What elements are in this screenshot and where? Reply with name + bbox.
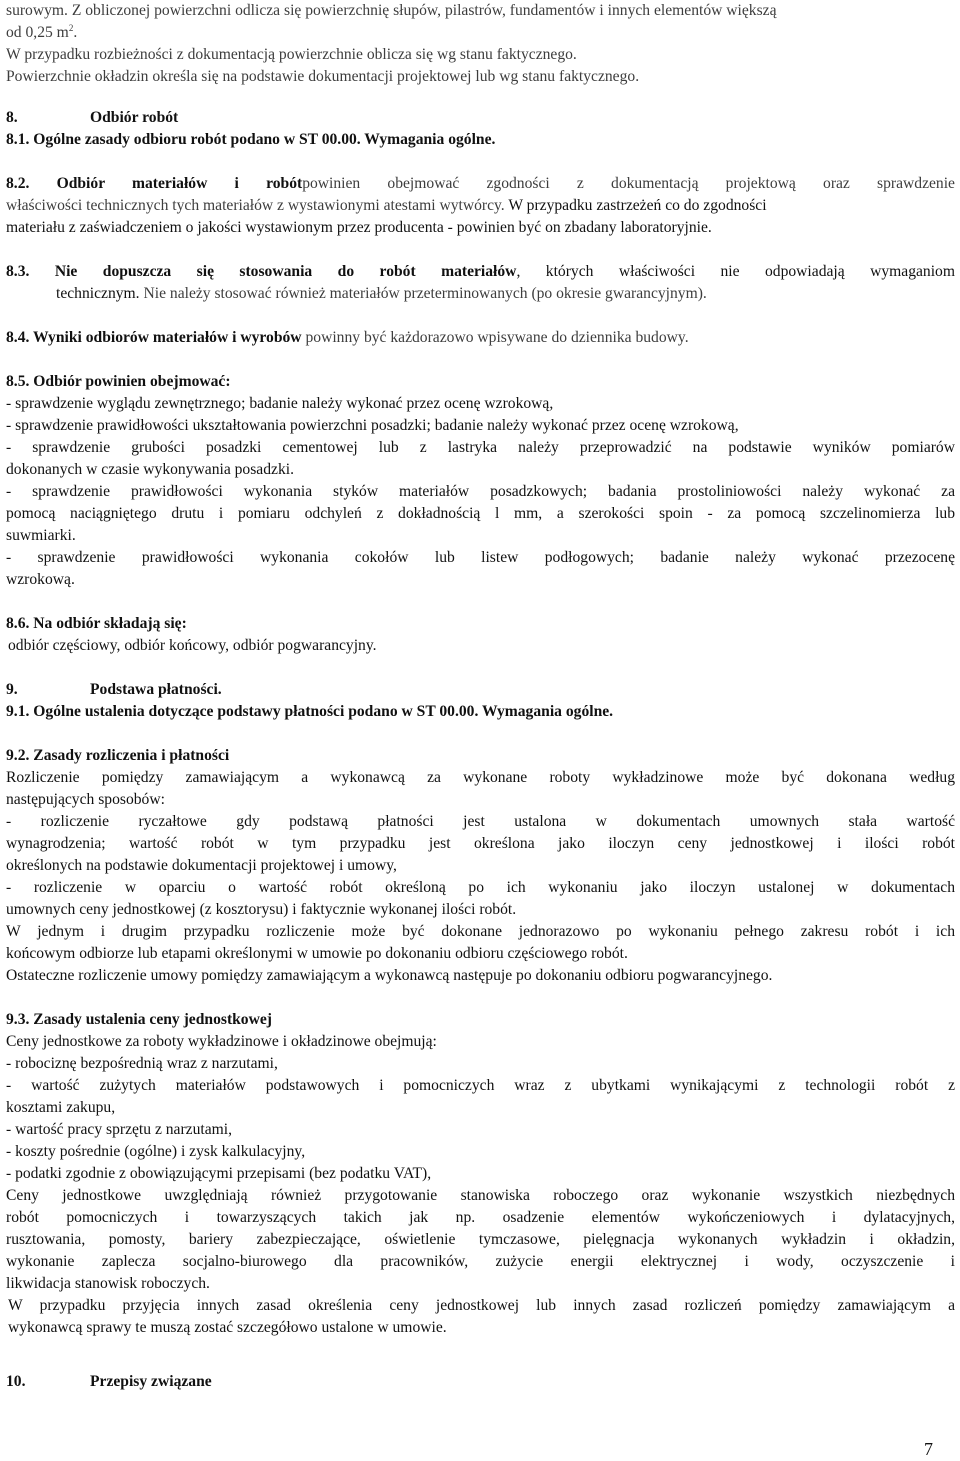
list-item: wzrokową. (6, 571, 75, 588)
list-item: kosztami zakupu, (6, 1099, 116, 1116)
subsection-heading: 8.5. Odbiór powinien obejmować: (6, 373, 231, 390)
list-item: - sprawdzenie grubości posadzki cementowej lub z lastryka należy przeprowadzić na podstawie wyników pomiarów (6, 439, 955, 456)
list-item: - robociznę bezpośrednią wraz z narzutami, (6, 1055, 278, 1072)
paragraph-line: Ceny jednostkowe uwzględniają również przygotowanie stanowiska roboczego oraz wykonanie wszystkich niezbędnych (6, 1187, 955, 1204)
paragraph-line: 8.2. Odbiór materiałów i robótpowinien obejmować zgodności z dokumentacją projektową oraz sprawdzenie (6, 175, 955, 192)
list-item: - sprawdzenie prawidłowości wykonania cokołów lub listew podłogowych; badanie należy wykonać przezocenę (6, 549, 955, 566)
paragraph-line: W jednym i drugim przypadku rozliczenie może być dokonane jednorazowo po wykonaniu pełnego zakresu robót i ich (6, 923, 955, 940)
paragraph-line: końcowym odbiorze lub etapami określonymi w umowie po dokonaniu odbioru częściowego robót. (6, 945, 628, 962)
list-item: - sprawdzenie wyglądu zewnętrznego; badanie należy wykonać przez ocenę wzrokową, (6, 395, 554, 412)
list-item: suwmiarki. (6, 527, 76, 544)
paragraph-line: Rozliczenie pomiędzy zamawiającym a wykonawcą za wykonane roboty wykładzinowe może być dokonana według (6, 769, 955, 786)
subsection-heading: 8.1. Ogólne zasady odbioru robót podano w ST 00.00. Wymagania ogólne. (6, 131, 496, 148)
text-line: Powierzchnie okładzin określa się na podstawie dokumentacji projektowej lub wg stanu faktycznego. (6, 68, 640, 85)
paragraph-line: robót pomocniczych i towarzyszących takich jak np. osadzenie elementów wykończeniowych i dylatacyjnych, (6, 1209, 955, 1226)
paragraph-line: odbiór częściowy, odbiór końcowy, odbiór pogwarancyjny. (8, 637, 377, 654)
paragraph-line: wykonawcą sprawy te muszą zostać szczegółowo ustalone w umowie. (8, 1319, 447, 1336)
list-item: - koszty pośrednie (ogólne) i zysk kalkulacyjny, (6, 1143, 306, 1160)
text-line: od 0,25 $m^2$. (6, 23, 78, 41)
subsection-heading: 9.3. Zasady ustalenia ceny jednostkowej (6, 1011, 272, 1028)
text-line: surowym. Z obliczonej powierzchni odlicza się powierzchnię słupów, pilastrów, fundamentów i innych elementów większą (6, 2, 777, 19)
paragraph-line: 8.3. Nie dopuszcza się stosowania do robót materiałów, których właściwości nie odpowiadają wymaganiom (6, 263, 955, 280)
section-heading: 9. (6, 681, 18, 698)
paragraph-line: wykonanie zaplecza socjalno-biurowego dla pracowników, zużycie energii elektrycznej i wody, oczyszczenie i (6, 1253, 955, 1270)
paragraph-line: wynagrodzenia; wartość robót w tym przypadku jest określona jako iloczyn ceny jednostkowej i ilości robót (6, 835, 955, 852)
subsection-heading: 9.1. Ogólne ustalenia dotyczące podstawy płatności podano w ST 00.00. Wymagania ogólne. (6, 703, 614, 720)
paragraph-line: umownych ceny jednostkowej (z kosztorysu) i faktycznie wykonanej ilości robót. (6, 901, 517, 918)
section-heading: 10. (6, 1373, 26, 1390)
paragraph-line: - rozliczenie w oparciu o wartość robót określoną po ich wykonaniu jako iloczyn ustalonej w dokumentach (6, 879, 955, 896)
text-line: W przypadku rozbieżności z dokumentacją powierzchnie oblicza się wg stanu faktycznego. (6, 46, 577, 63)
list-item: - sprawdzenie prawidłowości wykonania styków materiałów posadzkowych; badania prostoliniowości należy wykonać za (6, 483, 955, 500)
list-item: pomocą naciągniętego drutu i pomiaru odchyleń z dokładnością l mm, a szerokości spoin - za pomocą szczelinomierza lub (6, 505, 955, 522)
paragraph-line: - rozliczenie ryczałtowe gdy podstawą płatności jest ustalona w dokumentach umownych stała wartość (6, 813, 955, 830)
paragraph-line: materiału z zaświadczeniem o jakości wystawionym przez producenta - powinien być on zbadany laboratoryjnie. (6, 219, 712, 236)
paragraph-line: 8.4. Wyniki odbiorów materiałów i wyrobów powinny być każdorazowo wpisywane do dziennika budowy. (6, 329, 689, 346)
list-item: - wartość zużytych materiałów podstawowych i pomocniczych wraz z ubytkami wynikającymi z technologii robót z (6, 1077, 955, 1094)
section-title: Podstawa płatności. (90, 681, 222, 698)
paragraph-line: Ostateczne rozliczenie umowy pomiędzy zamawiającym a wykonawcą następuje po dokonaniu odbioru pogwarancyjnego. (6, 967, 773, 984)
paragraph-line: rusztowania, pomosty, bariery zabezpieczające, oświetlenie tymczasowe, pielęgnacja wykonanych wykładzin i okładzin, (6, 1231, 955, 1248)
list-item: - podatki zgodnie z obowiązującymi przepisami (bez podatku VAT), (6, 1165, 432, 1182)
subsection-heading: 9.2. Zasady rozliczenia i płatności (6, 747, 230, 764)
paragraph-line: określonych na podstawie dokumentacji projektowej i umowy, (6, 857, 397, 874)
section-title: Przepisy związane (90, 1373, 212, 1390)
paragraph-line: likwidacja stanowisk roboczych. (6, 1275, 210, 1292)
subsection-heading: 8.6. Na odbiór składają się: (6, 615, 187, 632)
list-item: - wartość pracy sprzętu z narzutami, (6, 1121, 233, 1138)
section-title: Odbiór robót (90, 109, 179, 126)
paragraph-line: Ceny jednostkowe za roboty wykładzinowe i okładzinowe obejmują: (6, 1033, 437, 1050)
paragraph-line: następujących sposobów: (6, 791, 165, 808)
list-item: - sprawdzenie prawidłowości ukształtowania powierzchni posadzki; badanie należy wykonać przez ocenę wzrokową, (6, 417, 739, 434)
paragraph-line: technicznym. Nie należy stosować również materiałów przeterminowanych (po okresie gwarancyjnym). (56, 285, 707, 302)
page-number: 7 (924, 1439, 933, 1459)
section-heading: 8. (6, 109, 18, 126)
paragraph-line: W przypadku przyjęcia innych zasad określenia ceny jednostkowej lub innych zasad rozliczeń pomiędzy zamawiającym a (8, 1297, 955, 1314)
paragraph-line: właściwości technicznych tych materiałów z wystawionymi atestami wytwórcy. W przypadku zastrzeżeń co do zgodności (6, 197, 767, 214)
list-item: dokonanych w czasie wykonywania posadzki. (6, 461, 294, 478)
